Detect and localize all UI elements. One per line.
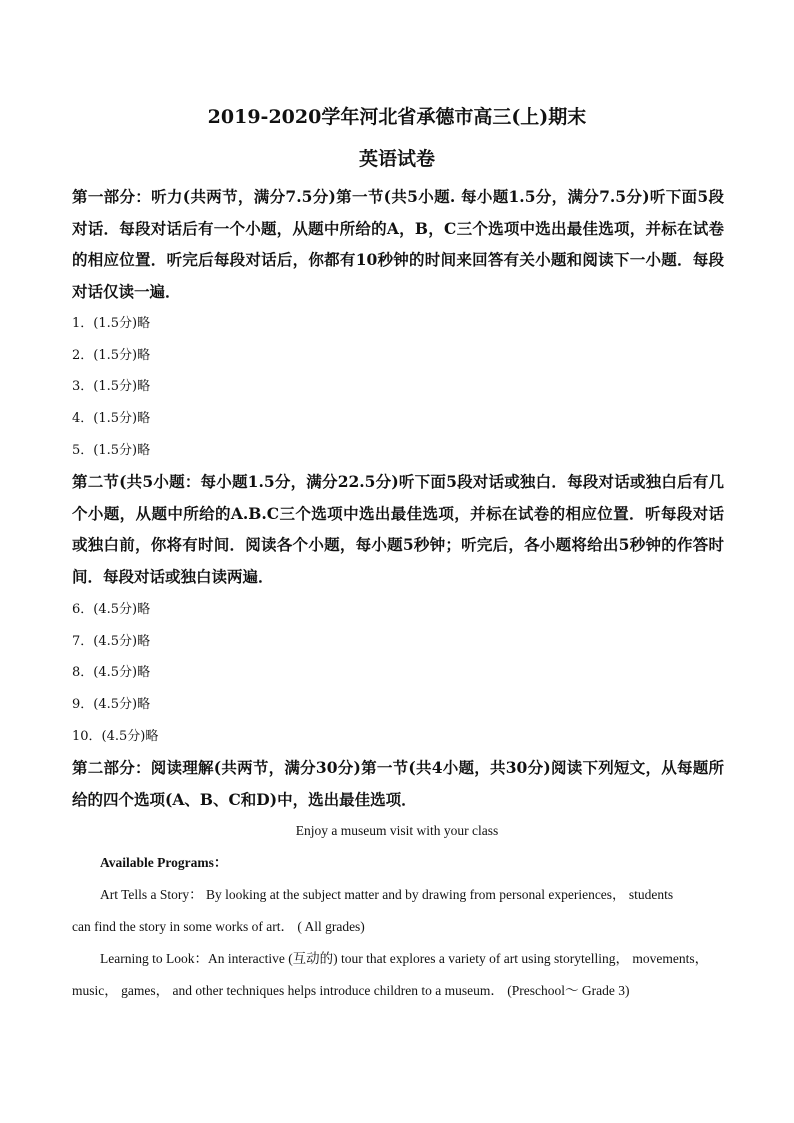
question-6: 6．(4.5分)略 (72, 602, 151, 617)
question-9: 9．(4.5分)略 (72, 697, 151, 712)
question-7: 7．(4.5分)略 (72, 634, 151, 649)
passage-heading: Enjoy a museum visit with your class (295, 823, 499, 838)
section2-instructions: 第二节(共5小题：每小题1.5分，满分22.5分)听下面5段对话或独白．每段对话或独白后有几个小题，从题中所给的A.B.C三个选项中选出最佳选项，并标在试卷的相应位置．听每段对话或独白前，你将有时间．阅读各个小题，每小题5秒钟；听完后，各小题将给出5秒钟的作答时间．每段对话或独白读两遍． (72, 472, 724, 586)
question-1: 1．(1.5分)略 (72, 316, 151, 331)
question-2: 2．(1.5分)略 (72, 348, 151, 363)
question-3: 3．(1.5分)略 (72, 379, 151, 394)
part2-instructions: 第二部分：阅读理解(共两节，满分30分)第一节(共4小题，共30分)阅读下列短文，从每题所给的四个选项(A、B、C和D)中，选出最佳选项． (72, 758, 724, 809)
question-5: 5．(1.5分)略 (72, 443, 151, 458)
program-1-line-1: Art Tells a Story： By looking at the subject matter and by drawing from personal experiences， students (100, 887, 674, 902)
programs-label: Available Programs： (100, 855, 228, 870)
question-4: 4．(1.5分)略 (72, 411, 151, 426)
program-2-line-1: Learning to Look：An interactive (互动的) tour that explores a variety of art using storytelling， movements， (100, 951, 709, 966)
part1-instructions: 第一部分：听力(共两节，满分7.5分)第一节(共5小题. 每小题1.5分，满分7.5分)听下面5段对话．每段对话后有一个小题，从题中所给的A，B，C三个选项中选出最佳选项，并标在试卷的相应位置．听完后每段对话后，你都有10秒钟的时间来回答有关小题和阅读下一小题．每段对话仅读一遍． (72, 187, 724, 301)
question-8: 8．(4.5分)略 (72, 665, 151, 680)
page-title: 2019-2020学年河北省承德市高三(上)期末 (207, 106, 587, 128)
program-1-line-2: can find the story in some works of art． ( All grades) (72, 919, 365, 934)
question-10: 10．(4.5分)略 (72, 729, 159, 744)
program-2-line-2: music， games， and other techniques helps introduce children to a museum． (Preschool～ Grade 3) (72, 983, 630, 998)
page-subtitle: 英语试卷 (358, 148, 435, 170)
